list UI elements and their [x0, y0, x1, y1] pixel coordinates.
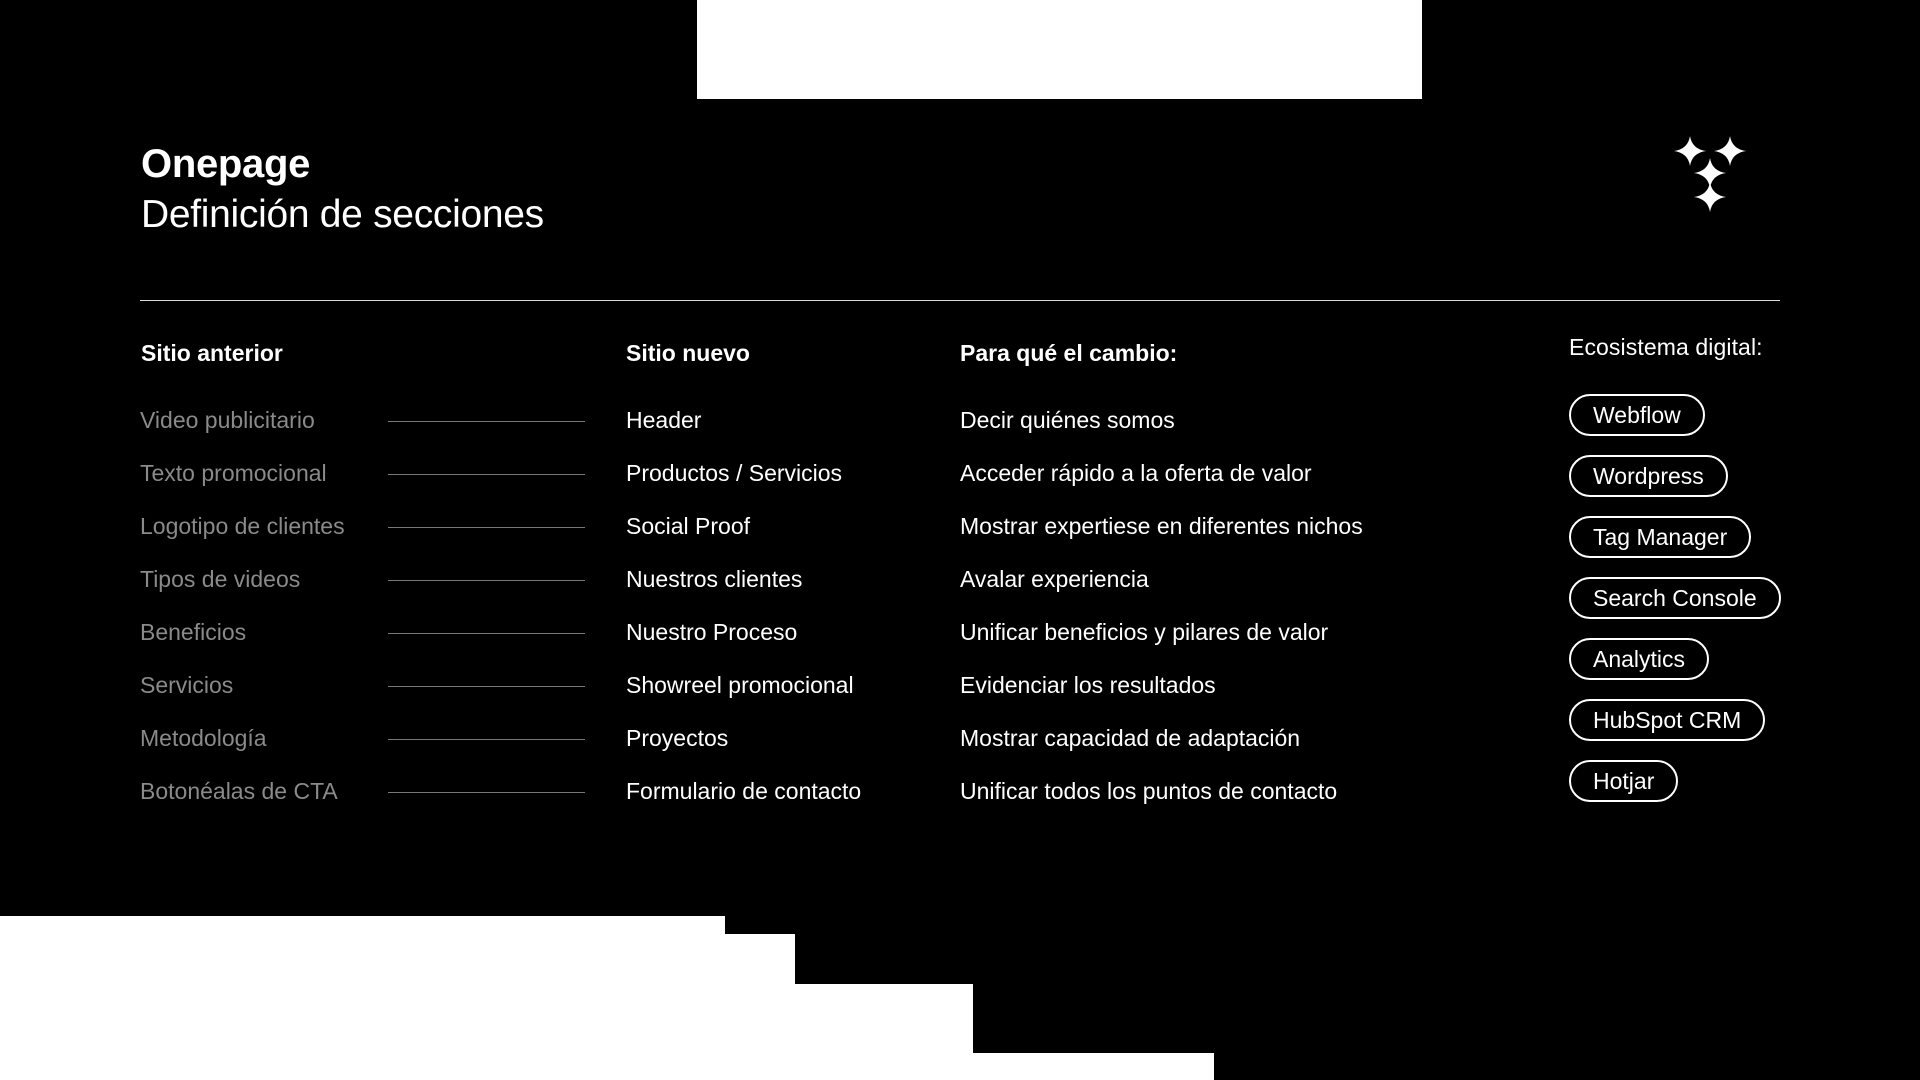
reason-item: Mostrar capacidad de adaptación [960, 725, 1301, 751]
row-connector [388, 633, 585, 634]
reason-item: Unificar beneficios y pilares de valor [960, 619, 1329, 645]
column-header-ecosystem: Ecosistema digital: [1569, 334, 1763, 360]
new-site-item: Header [626, 407, 702, 433]
column-header-reason: Para qué el cambio: [960, 340, 1178, 366]
row-connector [388, 580, 585, 581]
row-connector [388, 474, 585, 475]
ecosystem-pill-wordpress: Wordpress [1569, 455, 1728, 497]
ecosystem-pill-search-console: Search Console [1569, 577, 1781, 619]
old-site-item: Texto promocional [140, 460, 327, 486]
column-header-old-site: Sitio anterior [141, 340, 283, 366]
reason-item: Unificar todos los puntos de contacto [960, 778, 1338, 804]
old-site-item: Video publicitario [140, 407, 315, 433]
row-connector [388, 739, 585, 740]
row-connector [388, 527, 585, 528]
top-white-block [697, 0, 1422, 99]
reason-item: Mostrar expertiese en diferentes nichos [960, 513, 1363, 539]
new-site-item: Proyectos [626, 725, 729, 751]
new-site-item: Nuestro Proceso [626, 619, 798, 645]
old-site-item: Logotipo de clientes [140, 513, 345, 539]
old-site-item: Beneficios [140, 619, 247, 645]
bottom-white-block-4 [0, 1053, 1214, 1080]
reason-item: Evidenciar los resultados [960, 672, 1216, 698]
ecosystem-pill-webflow: Webflow [1569, 394, 1705, 436]
column-header-new-site: Sitio nuevo [626, 340, 750, 366]
old-site-item: Metodología [140, 725, 267, 751]
reason-item: Decir quiénes somos [960, 407, 1175, 433]
row-connector [388, 421, 585, 422]
old-site-item: Servicios [140, 672, 234, 698]
ecosystem-pill-hubspot-crm: HubSpot CRM [1569, 699, 1765, 741]
sparkle-cluster-icon [1672, 134, 1752, 216]
old-site-item: Tipos de videos [140, 566, 301, 592]
row-connector [388, 792, 585, 793]
page-title: Onepage [141, 142, 311, 186]
new-site-item: Formulario de contacto [626, 778, 862, 804]
new-site-item: Nuestros clientes [626, 566, 803, 592]
header-divider [140, 300, 1780, 301]
old-site-item: Botonéalas de CTA [140, 778, 338, 804]
row-connector [388, 686, 585, 687]
reason-item: Avalar experiencia [960, 566, 1149, 592]
new-site-item: Social Proof [626, 513, 751, 539]
new-site-item: Showreel promocional [626, 672, 854, 698]
page-subtitle: Definición de secciones [141, 193, 544, 236]
ecosystem-pill-tag-manager: Tag Manager [1569, 516, 1751, 558]
ecosystem-pill-hotjar: Hotjar [1569, 760, 1678, 802]
new-site-item: Productos / Servicios [626, 460, 843, 486]
reason-item: Acceder rápido a la oferta de valor [960, 460, 1312, 486]
ecosystem-pill-analytics: Analytics [1569, 638, 1709, 680]
